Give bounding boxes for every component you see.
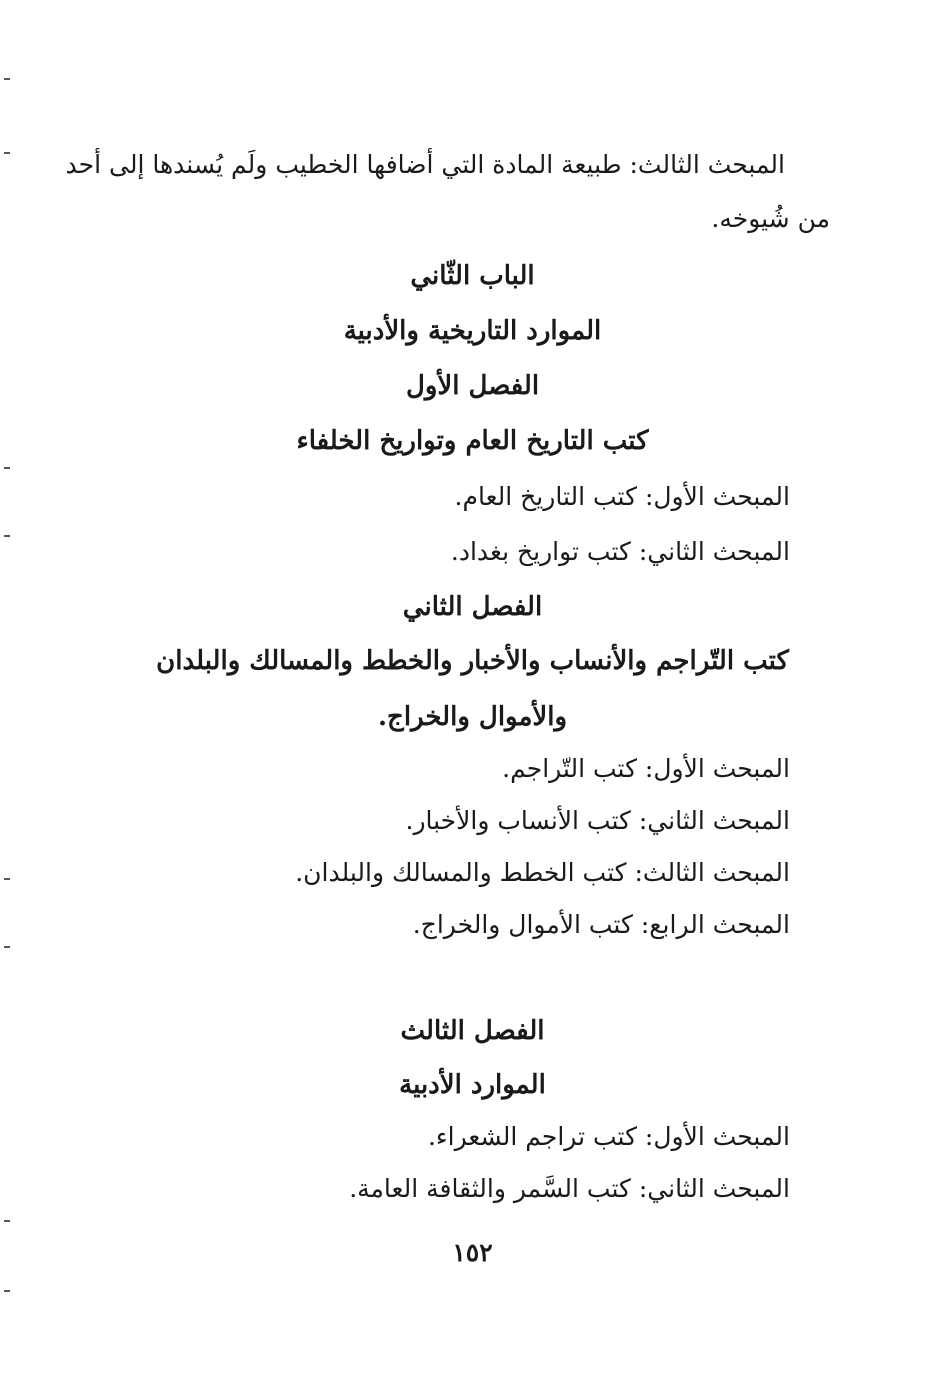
chapter-1-section-1: المبحث الأول: كتب التاريخ العام. [454,482,790,511]
chapter-1-subtitle: كتب التاريخ العام وتواريخ الخلفاء [296,426,649,456]
chapter-2-section-2: المبحث الثاني: كتب الأنساب والأخبار. [405,806,790,835]
part-title: الباب الثّاني [410,261,535,291]
chapter-1-section-2: المبحث الثاني: كتب تواريخ بغداد. [450,537,790,566]
intro-line-1: المبحث الثالث: طبيعة المادة التي أضافها الخطيب ولَم يُسندها إلى أحد [65,150,785,179]
margin-mark [4,878,10,880]
part-subtitle: الموارد التاريخية والأدبية [343,316,602,346]
chapter-3-title: الفصل الثالث [400,1016,545,1046]
margin-mark [4,1220,10,1222]
chapter-2-subtitle-line-2: والأموال والخراج. [377,702,568,732]
chapter-2-section-3: المبحث الثالث: كتب الخطط والمسالك والبلدان. [295,858,790,887]
chapter-2-subtitle-line-1: كتب التّراجم والأنساب والأخبار والخطط والمسالك والبلدان [156,646,789,676]
page-number: ١٥٢ [452,1238,493,1267]
margin-mark [4,467,10,469]
chapter-2-section-4: المبحث الرابع: كتب الأموال والخراج. [412,910,790,939]
margin-mark [4,946,10,948]
margin-mark [4,152,10,154]
chapter-3-section-1: المبحث الأول: كتب تراجم الشعراء. [427,1122,790,1151]
chapter-1-title: الفصل الأول [405,371,540,401]
margin-mark [4,78,10,80]
chapter-3-section-2: المبحث الثاني: كتب السَّمر والثقافة العامة. [349,1174,790,1203]
chapter-3-subtitle: الموارد الأدبية [399,1070,546,1100]
margin-mark [4,535,10,537]
chapter-2-section-1: المبحث الأول: كتب التّراجم. [502,754,790,783]
intro-line-2: من شُيوخه. [711,204,830,233]
margin-mark [4,1290,10,1292]
chapter-2-title: الفصل الثاني [402,592,543,622]
